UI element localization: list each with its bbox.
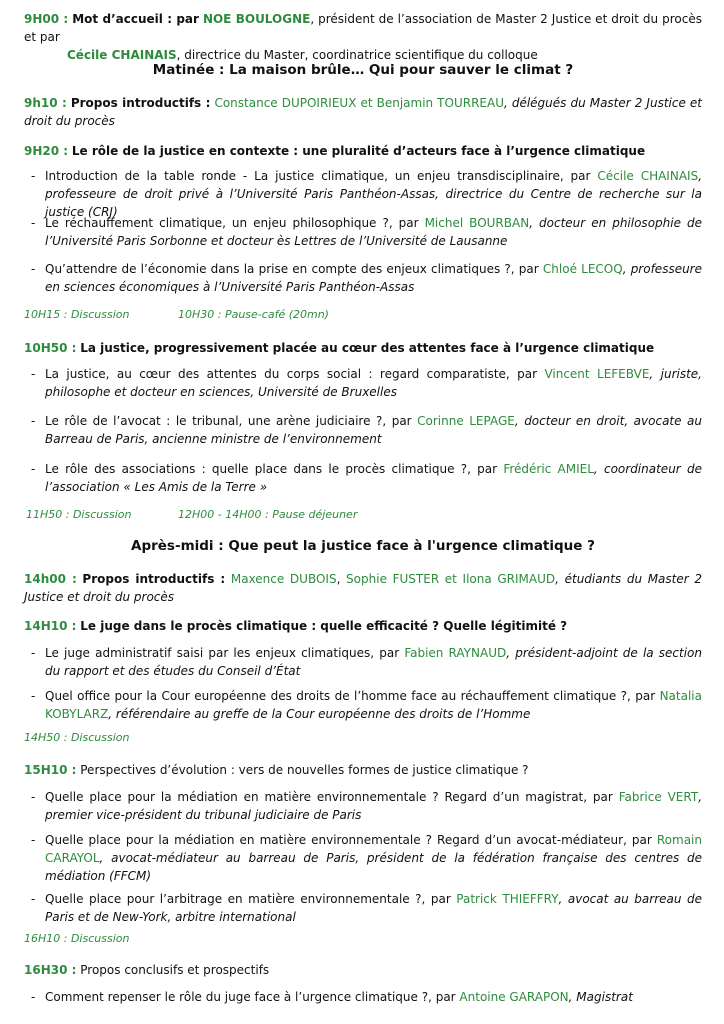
session-2-break: 12H00 - 14H00 : Pause déjeuner xyxy=(178,508,358,521)
intro-morning-label: Propos introductifs : xyxy=(70,96,211,110)
talk-speaker: Natalia KOBYLARZ xyxy=(45,689,702,721)
intro-morning-time: 9h10 : xyxy=(24,96,67,110)
intro-morning-role: , délégués du Master 2 Justice et droit du procès xyxy=(24,96,702,128)
talk-title: Qu’attendre de l’économie dans la prise en compte des enjeux climatiques ?, par xyxy=(45,262,543,276)
afternoon-title: Après-midi : Que peut la justice face à l'urgence climatique ? xyxy=(131,538,595,554)
session-2-heading xyxy=(24,339,702,357)
talk-role: , juriste, philosophe et docteur en sciences, Université de Bruxelles xyxy=(45,367,702,399)
session-2-talk xyxy=(24,365,702,401)
talk-role: , docteur en droit, avocate au Barreau de Paris, ancienne ministre de l’environnement xyxy=(45,414,702,446)
opening-speaker-2: Cécile CHAINAIS xyxy=(67,48,177,62)
talk-speaker: Vincent LEFEBVE xyxy=(544,367,650,381)
talk-role: , coordinateur de l’association « Les Amis de la Terre » xyxy=(45,462,702,494)
morning-title: Matinée : La maison brûle… Qui pour sauver le climat ? xyxy=(152,62,574,78)
intro-afternoon-role: , étudiants du Master 2 Justice et droit du procès xyxy=(24,572,702,604)
session-1-talk xyxy=(24,214,702,250)
session-3-talk xyxy=(24,687,702,723)
session-2-talk xyxy=(24,460,702,496)
session-1-discussion: 10H15 : Discussion xyxy=(24,308,130,321)
talk-title: Le réchauffement climatique, un enjeu philosophique ?, par xyxy=(45,216,425,230)
talk-title: Quelle place pour l’arbitrage en matière environnementale ?, par xyxy=(45,892,457,906)
talk-role: , premier vice-président du tribunal judiciaire de Paris xyxy=(45,790,703,822)
session-4-talk xyxy=(24,831,702,885)
talk-role: , président-adjoint de la section du rapport et des études du Conseil d’État xyxy=(45,646,702,678)
intro-afternoon-time: 14h00 : xyxy=(24,572,77,586)
talk-role: , docteur en philosophie de l’Université Paris Sorbonne et docteur ès Lettres de l’Université de Lausanne xyxy=(45,216,702,248)
session-3-discussion: 14H50 : Discussion xyxy=(24,731,130,744)
opening-time: 9H00 : xyxy=(24,12,69,26)
talk-speaker: Fabien RAYNAUD xyxy=(404,646,507,660)
talk-title: Comment repenser le rôle du juge face à l’urgence climatique ?, par xyxy=(45,990,460,1004)
opening-block xyxy=(24,10,702,64)
session-4-time: 15H10 : xyxy=(24,763,77,777)
session-2-schedule-notes xyxy=(26,508,704,521)
talk-role: , avocat au barreau de Paris et de New-York, arbitre international xyxy=(45,892,702,924)
session-3-time: 14H10 : xyxy=(24,619,77,633)
closing-time: 16H30 : xyxy=(24,963,77,977)
session-2-talk xyxy=(24,412,702,448)
talk-title: Quel office pour la Cour européenne des droits de l’homme face au réchauffement climatique ?, par xyxy=(45,689,660,703)
intro-afternoon-block xyxy=(24,570,702,606)
session-3-schedule-notes xyxy=(24,731,702,744)
session-3-talk xyxy=(24,644,702,680)
talk-title: Le juge administratif saisi par les enjeux climatiques, par xyxy=(45,646,405,660)
talk-role: , avocat-médiateur au barreau de Paris, président de la fédération française des centres de médiation (FFCM) xyxy=(45,851,702,883)
session-1-heading xyxy=(24,142,702,160)
closing-title: Propos conclusifs et prospectifs xyxy=(80,963,270,977)
talk-title: Quelle place pour la médiation en matière environnementale ? Regard d’un magistrat, par xyxy=(45,790,619,804)
closing-heading xyxy=(24,961,702,979)
talk-role: , Magistrat xyxy=(568,990,633,1004)
intro-morning-speakers: Constance DUPOIRIEUX et Benjamin TOURREAU xyxy=(214,96,504,110)
session-4-talk xyxy=(24,788,702,824)
session-1-schedule-notes xyxy=(24,308,702,321)
session-4-discussion: 16H10 : Discussion xyxy=(24,932,130,945)
talk-speaker: Michel BOURBAN xyxy=(424,216,530,230)
talk-speaker: Cécile CHAINAIS xyxy=(597,169,699,183)
talk-speaker: Chloé LECOQ xyxy=(542,262,623,276)
talk-speaker: Patrick THIEFFRY xyxy=(456,892,559,906)
session-4-schedule-notes xyxy=(24,932,702,945)
talk-role: , professeure de droit privé à l’Université Paris Panthéon-Assas, directrice du Centre de recherche sur la justice (CRJ) xyxy=(45,169,703,219)
intro-afternoon-speaker-1: Maxence DUBOIS xyxy=(230,572,337,586)
session-3-heading xyxy=(24,617,702,635)
session-2-title: La justice, progressivement placée au cœur des attentes face à l’urgence climatique xyxy=(80,341,655,355)
talk-speaker: Romain CARAYOL xyxy=(45,833,702,865)
session-4-talk xyxy=(24,890,702,926)
session-1-time: 9H20 : xyxy=(24,144,69,158)
session-4-title: Perspectives d’évolution : vers de nouvelles formes de justice climatique ? xyxy=(80,763,529,777)
opening-role-1: , président de l’association de Master 2 Justice et droit du procès et par xyxy=(24,12,702,44)
session-3-title: Le juge dans le procès climatique : quelle efficacité ? Quelle légitimité ? xyxy=(80,619,568,633)
talk-speaker: Antoine GARAPON xyxy=(459,990,569,1004)
talk-title: La justice, au cœur des attentes du corps social : regard comparatiste, par xyxy=(45,367,545,381)
talk-speaker: Corinne LEPAGE xyxy=(417,414,515,428)
talk-role: , référendaire au greffe de la Cour européenne des droits de l’Homme xyxy=(108,707,531,721)
session-2-discussion: 11H50 : Discussion xyxy=(26,508,132,521)
intro-afternoon-speaker-2: Sophie FUSTER et Ilona GRIMAUD xyxy=(346,572,556,586)
talk-speaker: Frédéric AMIEL xyxy=(503,462,594,476)
opening-label: Mot d’accueil : par xyxy=(72,12,199,26)
talk-title: Introduction de la table ronde - La justice climatique, un enjeu transdisciplinaire, par xyxy=(45,169,598,183)
session-4-heading xyxy=(24,761,702,779)
intro-afternoon-label: Propos introductifs : xyxy=(82,572,226,586)
talk-title: Le rôle de l’avocat : le tribunal, une arène judiciaire ?, par xyxy=(45,414,418,428)
session-1-talk xyxy=(24,260,702,296)
talk-speaker: Fabrice VERT xyxy=(618,790,699,804)
intro-afternoon-separator: , xyxy=(336,572,347,586)
session-2-time: 10H50 : xyxy=(24,341,77,355)
opening-speaker-1: NOE BOULOGNE xyxy=(202,12,311,26)
session-1-talk xyxy=(24,167,702,221)
talk-title: Le rôle des associations : quelle place dans le procès climatique ?, par xyxy=(45,462,504,476)
talk-role: , professeure en sciences économiques à l’Université Paris Panthéon-Assas xyxy=(45,262,703,294)
session-1-title: Le rôle de la justice en contexte : une pluralité d’acteurs face à l’urgence climatique xyxy=(71,144,646,158)
closing-talk xyxy=(24,988,702,1006)
opening-role-2: , directrice du Master, coordinatrice scientifique du colloque xyxy=(176,48,538,62)
session-1-break: 10H30 : Pause-café (20mn) xyxy=(178,308,329,321)
intro-morning-block xyxy=(24,94,702,130)
talk-title: Quelle place pour la médiation en matière environnementale ? Regard d’un avocat-médiateur, par xyxy=(45,833,657,847)
